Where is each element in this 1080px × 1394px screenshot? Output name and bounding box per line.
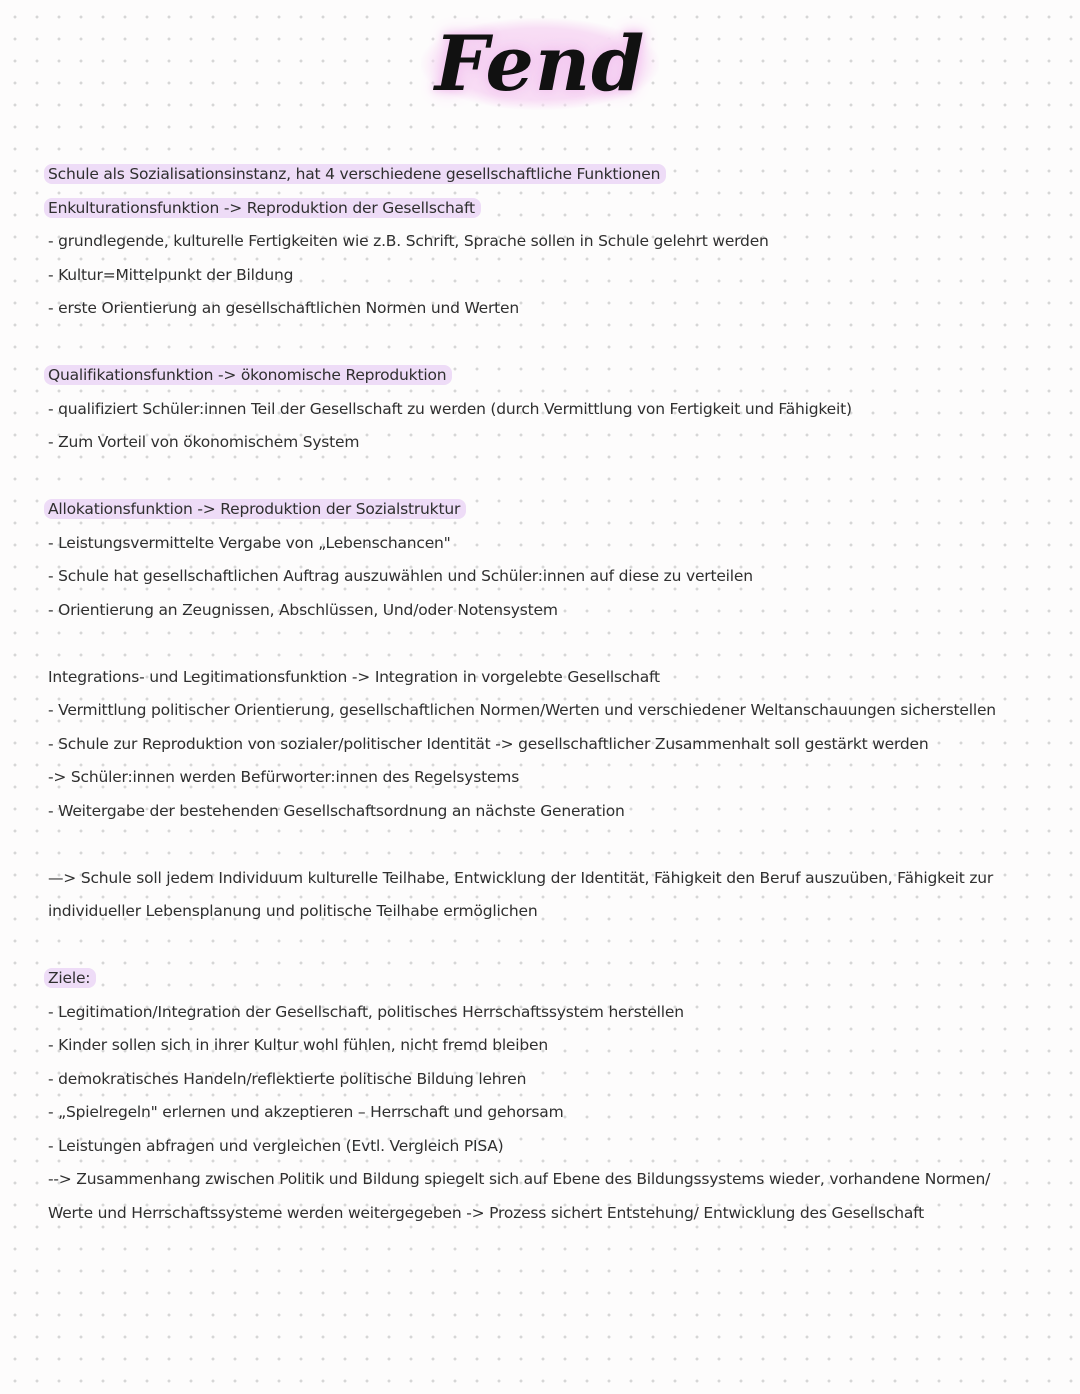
intro-text: Schule als Sozialisationsinstanz, hat 4 verschiedene gesellschaftliche Funktionen — [44, 164, 666, 184]
bullet-line: - Legitimation/Integration der Gesellschaft, politisches Herrschaftssystem herstellen — [48, 1002, 684, 1021]
intro-line — [48, 158, 1038, 192]
bullet-line: - erste Orientierung an gesellschaftlichen Normen und Werten — [48, 299, 520, 317]
goals-heading — [48, 962, 1038, 996]
spacer — [48, 627, 1038, 661]
bullet-line: - Zum Vorteil von ökonomischem System — [48, 433, 360, 451]
bullet-line: - „Spielregeln" erlernen und akzeptieren – Herrschaft und gehorsam — [48, 1103, 564, 1121]
section-heading-text: Allokationsfunktion -> Reproduktion der Sozialstruktur — [44, 499, 466, 519]
section-heading-text: Integrations- und Legitimationsfunktion -> Integration in vorgelebte Gesellschaft — [48, 667, 660, 686]
bullet-line: - Kinder sollen sich in ihrer Kultur wohl fühlen, nicht fremd bleiben — [48, 1036, 548, 1054]
goals-heading-text: Ziele: — [44, 968, 96, 988]
spacer — [48, 326, 1038, 360]
spacer — [48, 460, 1038, 494]
bullet-line: - Leistungen abfragen und vergleichen (Evtl. Vergleich PISA) — [48, 1136, 504, 1155]
bullet-line: - Schule zur Reproduktion von sozialer/politischer Identität -> gesellschaftlicher Zusammenhalt soll gestärkt werden — [48, 734, 929, 753]
bullet-line: - Schule hat gesellschaftlichen Auftrag auszuwählen und Schüler:innen auf diese zu verteilen — [48, 567, 753, 585]
section-heading — [48, 493, 1038, 527]
bullet-line: - Kultur=Mittelpunkt der Bildung — [48, 265, 294, 284]
spacer — [48, 828, 1038, 862]
section-heading — [48, 192, 1038, 226]
goals-summary: --> Zusammenhang zwischen Politik und Bildung spiegelt sich auf Ebene des Bildungssystems wieder, vorhandene Normen/ Werte und Herrschaftssysteme werden weitergegeben -> Prozess sichert Entstehung/ Entwicklung des Gesellschaft — [48, 1170, 991, 1222]
page-title: Fend — [421, 18, 660, 110]
bullet-line: - Weitergabe der bestehenden Gesellschaftsordnung an nächste Generation — [48, 801, 625, 820]
conclusion-text: —> Schule soll jedem Individuum kulturelle Teilhabe, Entwicklung der Identität, Fähigkeit den Beruf auszuüben, Fähigkeit zur individueller Lebensplanung und politische Teilhabe ermöglichen — [48, 868, 994, 920]
section-heading — [48, 661, 1038, 695]
bullet-line: - Orientierung an Zeugnissen, Abschlüssen, Und/oder Notensystem — [48, 600, 558, 619]
bullet-line: -> Schüler:innen werden Befürworter:innen des Regelsystems — [48, 768, 520, 786]
bullet-line: - Leistungsvermittelte Vergabe von „Lebenschancen" — [48, 533, 451, 552]
bullet-line: - Vermittlung politischer Orientierung, gesellschaftlichen Normen/Werten und verschiedener Weltanschauungen sicherstellen — [48, 701, 996, 719]
section-heading-text: Enkulturationsfunktion -> Reproduktion der Gesellschaft — [44, 198, 481, 218]
bullet-line: - demokratisches Handeln/reflektierte politische Bildung lehren — [48, 1069, 527, 1088]
section-heading-text: Qualifikationsfunktion -> ökonomische Reproduktion — [44, 365, 452, 385]
note-content — [48, 158, 1038, 1230]
bullet-line: - grundlegende, kulturelle Fertigkeiten wie z.B. Schrift, Sprache sollen in Schule gelehrt werden — [48, 232, 769, 250]
title-area — [0, 18, 1080, 110]
bullet-line: - qualifiziert Schüler:innen Teil der Gesellschaft zu werden (durch Vermittlung von Fertigkeit und Fähigkeit) — [48, 399, 852, 418]
section-heading — [48, 359, 1038, 393]
spacer — [48, 929, 1038, 963]
